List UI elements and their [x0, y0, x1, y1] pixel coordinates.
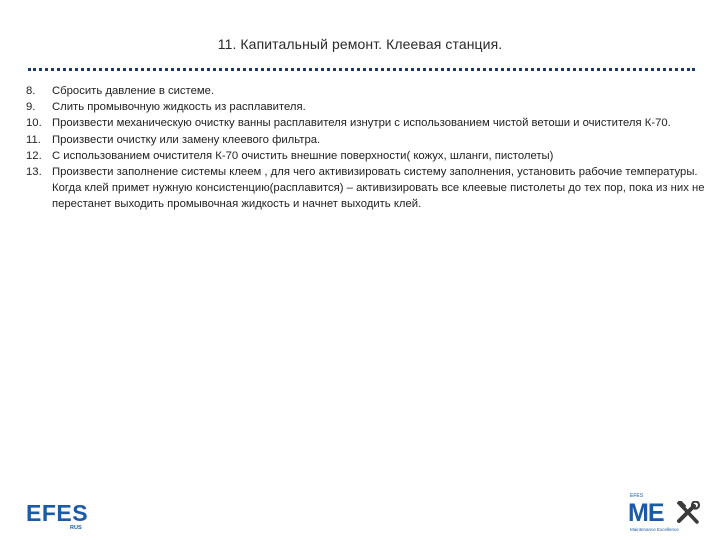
- list-item: [26, 115, 706, 131]
- item-number: 11.: [26, 133, 41, 146]
- item-number: 13.: [26, 166, 42, 179]
- mex-logo-subtext: Maintenance Excellence: [630, 527, 679, 532]
- list-item: [26, 148, 706, 164]
- efes-logo-subtext: RUS: [70, 525, 82, 531]
- item-text: Слить промывочную жидкость из расплавителя.: [52, 101, 306, 114]
- item-text: С использованием очистителя К-70 очистить внешние поверхности( кожух, шланги, пистолеты): [52, 149, 554, 162]
- wrench-hammer-icon: [676, 501, 702, 525]
- mex-logo-text: ME: [628, 499, 664, 527]
- page-title: 11. Капитальный ремонт. Клеевая станция.: [217, 36, 503, 52]
- list-item: [26, 164, 706, 213]
- item-text: Произвести заполнение системы клеем , для чего активизировать систему заполнения, установить рабочие температуры. Когда клей примет нужную консистенцию(расплавится) – активизировать все клеевые пистолеты до тех пор, пока из них не перестанет выходить промывочная жидкость и начнет выходить клей.: [52, 166, 705, 211]
- mex-logo-top-text: EFES: [630, 493, 644, 499]
- item-text: Сбросить давление в системе.: [52, 85, 215, 97]
- item-number: 12.: [26, 149, 42, 162]
- item-text: Произвести очистку или замену клеевого фильтра.: [52, 133, 321, 146]
- list-item: [26, 83, 706, 99]
- item-number: 10.: [26, 117, 42, 130]
- steps-list: [26, 83, 706, 213]
- list-item: [26, 99, 706, 115]
- item-number: 8.: [26, 85, 36, 97]
- efes-logo-text: EFES: [26, 500, 89, 526]
- list-item: [26, 132, 706, 148]
- dotted-divider: [28, 68, 695, 71]
- item-number: 9.: [26, 101, 36, 114]
- item-text: Произвести механическую очистку ванны расплавителя изнутри с использованием чистой ветоши и очистителя К-70.: [52, 117, 671, 130]
